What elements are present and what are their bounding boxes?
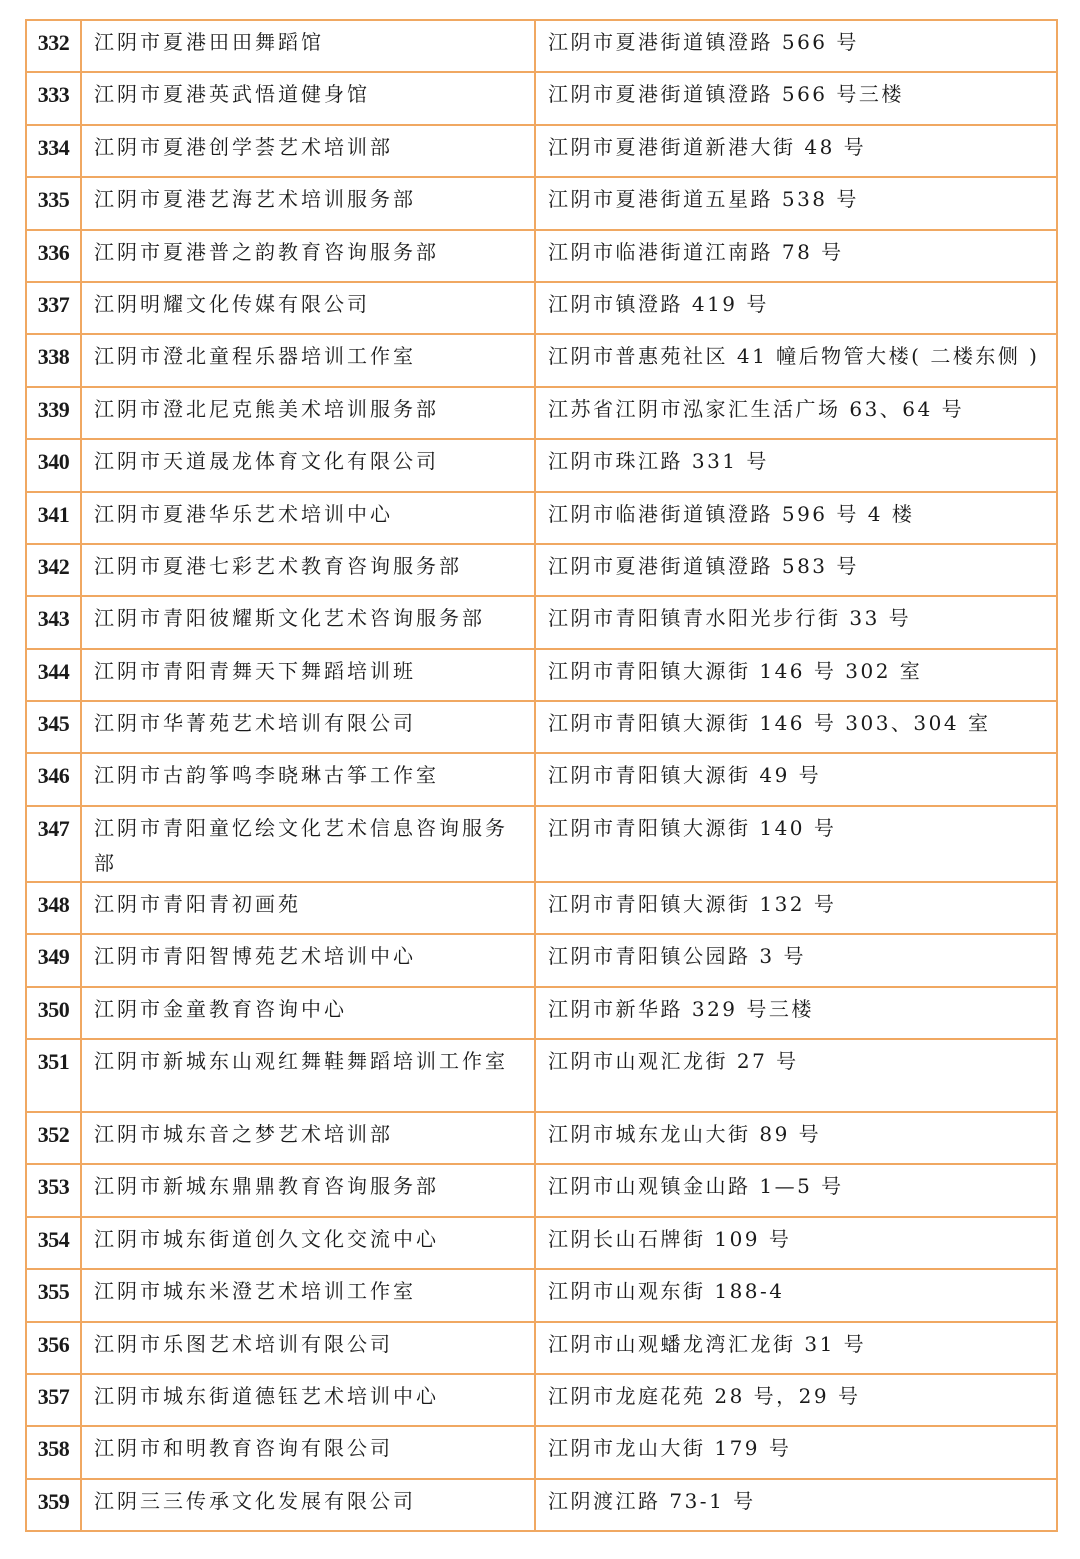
table-row (26, 334, 1057, 386)
row-number: 348 (26, 882, 81, 934)
organization-address: 江阴市青阳镇大源街 132 号 (535, 882, 1057, 934)
table-row (26, 1269, 1057, 1321)
organization-name: 江阴市青阳青初画苑 (81, 882, 535, 934)
table-row (26, 987, 1057, 1039)
row-number: 344 (26, 649, 81, 701)
row-number: 343 (26, 596, 81, 648)
organization-address: 江阴市夏港街道新港大街 48 号 (535, 125, 1057, 177)
row-number: 342 (26, 544, 81, 596)
organization-name: 江阴市夏港田田舞蹈馆 (81, 20, 535, 72)
row-number: 354 (26, 1217, 81, 1269)
organization-name: 江阴市新城东鼎鼎教育咨询服务部 (81, 1164, 535, 1216)
organization-name: 江阴三三传承文化发展有限公司 (81, 1479, 535, 1531)
organization-name: 江阴明耀文化传媒有限公司 (81, 282, 535, 334)
row-number: 340 (26, 439, 81, 491)
organization-address: 江阴市山观镇金山路 1—5 号 (535, 1164, 1057, 1216)
organization-name: 江阴市夏港普之韵教育咨询服务部 (81, 230, 535, 282)
organization-address: 江阴市城东龙山大街 89 号 (535, 1112, 1057, 1164)
organization-address: 江阴市临港街道江南路 78 号 (535, 230, 1057, 282)
table-row (26, 649, 1057, 701)
organization-address: 江阴渡江路 73-1 号 (535, 1479, 1057, 1531)
row-number: 357 (26, 1374, 81, 1426)
table-row (26, 1217, 1057, 1269)
row-number: 341 (26, 492, 81, 544)
table-row (26, 387, 1057, 439)
organization-name: 江阴市青阳童忆绘文化艺术信息咨询服务部 (81, 806, 535, 882)
table-row (26, 544, 1057, 596)
organization-name: 江阴市澄北童程乐器培训工作室 (81, 334, 535, 386)
table-row (26, 177, 1057, 229)
row-number: 345 (26, 701, 81, 753)
table-row (26, 1479, 1057, 1531)
organization-address: 江阴市龙山大街 179 号 (535, 1426, 1057, 1478)
organization-name: 江阴市乐图艺术培训有限公司 (81, 1322, 535, 1374)
organization-name: 江阴市城东街道创久文化交流中心 (81, 1217, 535, 1269)
organization-name: 江阴市夏港华乐艺术培训中心 (81, 492, 535, 544)
organization-name: 江阴市城东米澄艺术培训工作室 (81, 1269, 535, 1321)
table-row (26, 1164, 1057, 1216)
row-number: 332 (26, 20, 81, 72)
organization-address: 江阴市夏港街道镇澄路 566 号 (535, 20, 1057, 72)
row-number: 347 (26, 806, 81, 882)
organization-name: 江阴市天道晟龙体育文化有限公司 (81, 439, 535, 491)
organization-address: 江阴市临港街道镇澄路 596 号 4 楼 (535, 492, 1057, 544)
row-number: 334 (26, 125, 81, 177)
organization-address: 江阴市青阳镇大源街 49 号 (535, 753, 1057, 805)
organization-name: 江阴市青阳青舞天下舞蹈培训班 (81, 649, 535, 701)
row-number: 333 (26, 72, 81, 124)
row-number: 355 (26, 1269, 81, 1321)
organization-name: 江阴市和明教育咨询有限公司 (81, 1426, 535, 1478)
organization-name: 江阴市夏港艺海艺术培训服务部 (81, 177, 535, 229)
organization-address: 江阴市山观蟠龙湾汇龙街 31 号 (535, 1322, 1057, 1374)
table-row (26, 806, 1057, 882)
organization-address: 江阴市山观汇龙街 27 号 (535, 1039, 1057, 1112)
table-row (26, 492, 1057, 544)
organization-name: 江阴市夏港创学荟艺术培训部 (81, 125, 535, 177)
table-row (26, 596, 1057, 648)
organization-address: 江阴市珠江路 331 号 (535, 439, 1057, 491)
organization-name: 江阴市青阳彼耀斯文化艺术咨询服务部 (81, 596, 535, 648)
organization-address: 江苏省江阴市泓家汇生活广场 63、64 号 (535, 387, 1057, 439)
table-row (26, 753, 1057, 805)
row-number: 353 (26, 1164, 81, 1216)
organization-address: 江阴市新华路 329 号三楼 (535, 987, 1057, 1039)
table-row (26, 1374, 1057, 1426)
organization-name: 江阴市城东街道德钰艺术培训中心 (81, 1374, 535, 1426)
organization-name: 江阴市夏港英武悟道健身馆 (81, 72, 535, 124)
table-row (26, 1426, 1057, 1478)
table-row (26, 282, 1057, 334)
table-row (26, 20, 1057, 72)
row-number: 335 (26, 177, 81, 229)
row-number: 352 (26, 1112, 81, 1164)
row-number: 358 (26, 1426, 81, 1478)
organization-name: 江阴市金童教育咨询中心 (81, 987, 535, 1039)
organization-name: 江阴市城东音之梦艺术培训部 (81, 1112, 535, 1164)
organization-address: 江阴市夏港街道镇澄路 583 号 (535, 544, 1057, 596)
organization-name: 江阴市夏港七彩艺术教育咨询服务部 (81, 544, 535, 596)
registry-table (25, 19, 1058, 1532)
organization-address: 江阴市青阳镇大源街 146 号 303、304 室 (535, 701, 1057, 753)
row-number: 338 (26, 334, 81, 386)
row-number: 359 (26, 1479, 81, 1531)
table-row (26, 882, 1057, 934)
organization-address: 江阴市青阳镇青水阳光步行街 33 号 (535, 596, 1057, 648)
row-number: 349 (26, 934, 81, 986)
table-row (26, 1039, 1057, 1112)
table-row (26, 125, 1057, 177)
organization-address: 江阴市青阳镇大源街 146 号 302 室 (535, 649, 1057, 701)
organization-name: 江阴市古韵筝鸣李晓琳古筝工作室 (81, 753, 535, 805)
organization-address: 江阴市龙庭花苑 28 号，29 号 (535, 1374, 1057, 1426)
organization-address: 江阴市青阳镇大源街 140 号 (535, 806, 1057, 882)
row-number: 350 (26, 987, 81, 1039)
organization-address: 江阴市青阳镇公园路 3 号 (535, 934, 1057, 986)
row-number: 339 (26, 387, 81, 439)
table-row (26, 1322, 1057, 1374)
table-row (26, 72, 1057, 124)
table-row (26, 230, 1057, 282)
row-number: 346 (26, 753, 81, 805)
table-row (26, 701, 1057, 753)
table-row (26, 1112, 1057, 1164)
row-number: 336 (26, 230, 81, 282)
registry-table-body (26, 20, 1057, 1531)
organization-address: 江阴市镇澄路 419 号 (535, 282, 1057, 334)
organization-address: 江阴市山观东街 188-4 (535, 1269, 1057, 1321)
organization-address: 江阴市夏港街道镇澄路 566 号三楼 (535, 72, 1057, 124)
organization-name: 江阴市新城东山观红舞鞋舞蹈培训工作室 (81, 1039, 535, 1112)
organization-address: 江阴长山石牌街 109 号 (535, 1217, 1057, 1269)
organization-address: 江阴市普惠苑社区 41 幢后物管大楼( 二楼东侧 ) (535, 334, 1057, 386)
table-row (26, 934, 1057, 986)
organization-name: 江阴市青阳智博苑艺术培训中心 (81, 934, 535, 986)
organization-name: 江阴市澄北尼克熊美术培训服务部 (81, 387, 535, 439)
organization-name: 江阴市华菁苑艺术培训有限公司 (81, 701, 535, 753)
registry-sheet (25, 19, 1056, 1532)
row-number: 337 (26, 282, 81, 334)
table-row (26, 439, 1057, 491)
row-number: 351 (26, 1039, 81, 1112)
row-number: 356 (26, 1322, 81, 1374)
organization-address: 江阴市夏港街道五星路 538 号 (535, 177, 1057, 229)
